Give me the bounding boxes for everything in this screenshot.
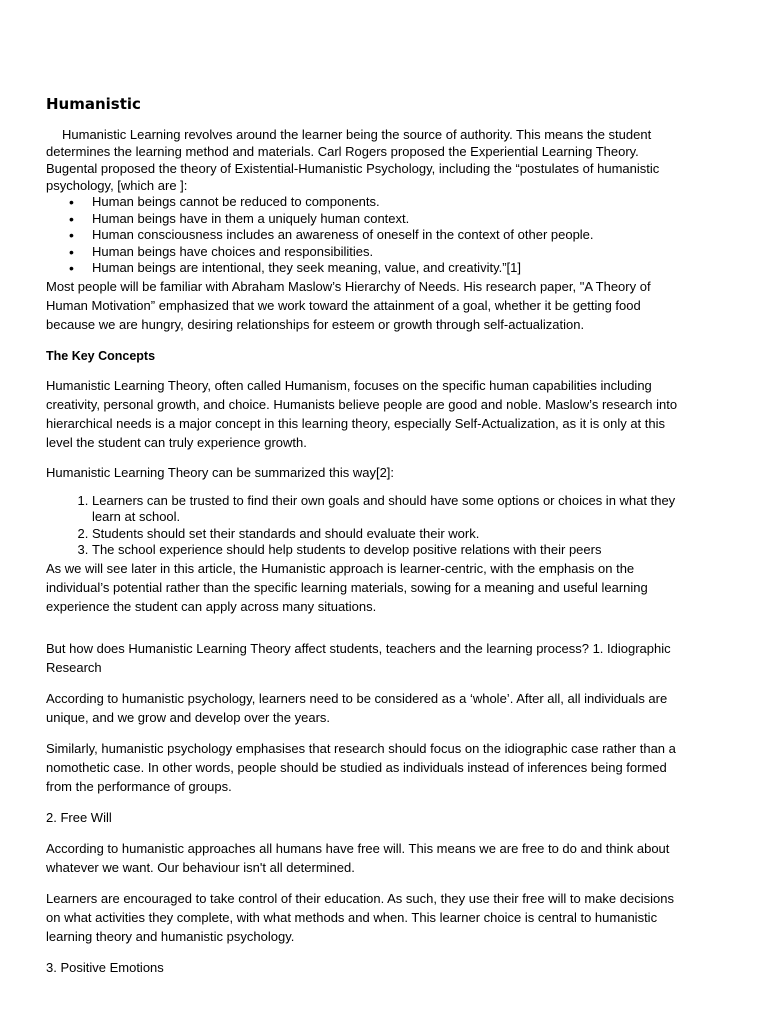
intro-paragraph: Humanistic Learning revolves around the learner being the source of authority. This means the student determines the learning method and materials. Carl Rogers proposed the Experiential Learning Theory. Bugental proposed the theory of Existential-Humanistic Psychology, including the “postulates of humanistic psychology, [which are ]: [46, 127, 660, 193]
learner-centric-paragraph: As we will see later in this article, the Humanistic approach is learner-centric, with the emphasis on the individual’s potential rather than the specific learning materials, sowing for a meaning and useful learning experience the student can apply across many situations. [46, 560, 648, 614]
postulates-list [46, 194, 686, 277]
list-item: 3. The school experience should help students to develop positive relations with their peers [92, 542, 686, 559]
section-heading-key-concepts: The Key Concepts [46, 348, 156, 363]
free-will-heading: 2. Free Will [46, 809, 112, 825]
summary-numbered-list [46, 493, 686, 559]
maslow-paragraph: Most people will be familiar with Abraham Maslow’s Hierarchy of Needs. His research paper, "A Theory of Human Motivation” emphasized that we work toward the attainment of a goal, whether it be getting food because we are hungry, desiring relationships for esteem or growth through self-actualization. [46, 278, 651, 332]
list-item: • Human consciousness includes an awareness of oneself in the context of other people. [92, 227, 686, 244]
learner-control-paragraph: Learners are encouraged to take control of their education. As such, they use their free will to make decisions on what activities they complete, with what methods and when. This learner choice is central to humanistic learning theory and humanistic psychology. [46, 890, 674, 944]
summary-intro: Humanistic Learning Theory can be summarized this way[2]: [46, 464, 395, 480]
free-will-paragraph: According to humanistic approaches all humans have free will. This means we are free to do and think about whatever we want. Our behaviour isn't all determined. [46, 840, 670, 875]
nomothetic-paragraph: Similarly, humanistic psychology emphasises that research should focus on the idiographic case rather than a nomothetic case. In other words, people should be studied as individuals instead of inferences being formed from the performance of groups. [46, 740, 676, 794]
whole-person-paragraph: According to humanistic psychology, learners need to be considered as a ‘whole’. After all, all individuals are unique, and we grow and develop over the years. [46, 690, 668, 725]
list-item: • Human beings cannot be reduced to components. [92, 194, 686, 211]
idiographic-paragraph: But how does Humanistic Learning Theory affect students, teachers and the learning process? 1. Idiographic Research [46, 640, 671, 675]
list-item: • Human beings have choices and responsibilities. [92, 244, 686, 261]
list-item: • Human beings have in them a uniquely human context. [92, 211, 686, 228]
document-body [46, 95, 686, 977]
key-concepts-paragraph: Humanistic Learning Theory, often called Humanism, focuses on the specific human capabilities including creativity, personal growth, and choice. Humanists believe people are good and noble. Maslow’s research into hierarchical needs is a major concept in this learning theory, especially Self-Actualization, as it is only at this level the student can truly experience growth. [46, 377, 678, 450]
list-item: 1. Learners can be trusted to find their own goals and should have some options or choices in what they learn at school. [92, 493, 686, 526]
list-item: 2. Students should set their standards and should evaluate their work. [92, 526, 686, 543]
document-title: Humanistic [46, 95, 141, 113]
positive-emotions-heading: 3. Positive Emotions [46, 959, 164, 975]
list-item: • Human beings are intentional, they seek meaning, value, and creativity.”[1] [92, 260, 686, 277]
